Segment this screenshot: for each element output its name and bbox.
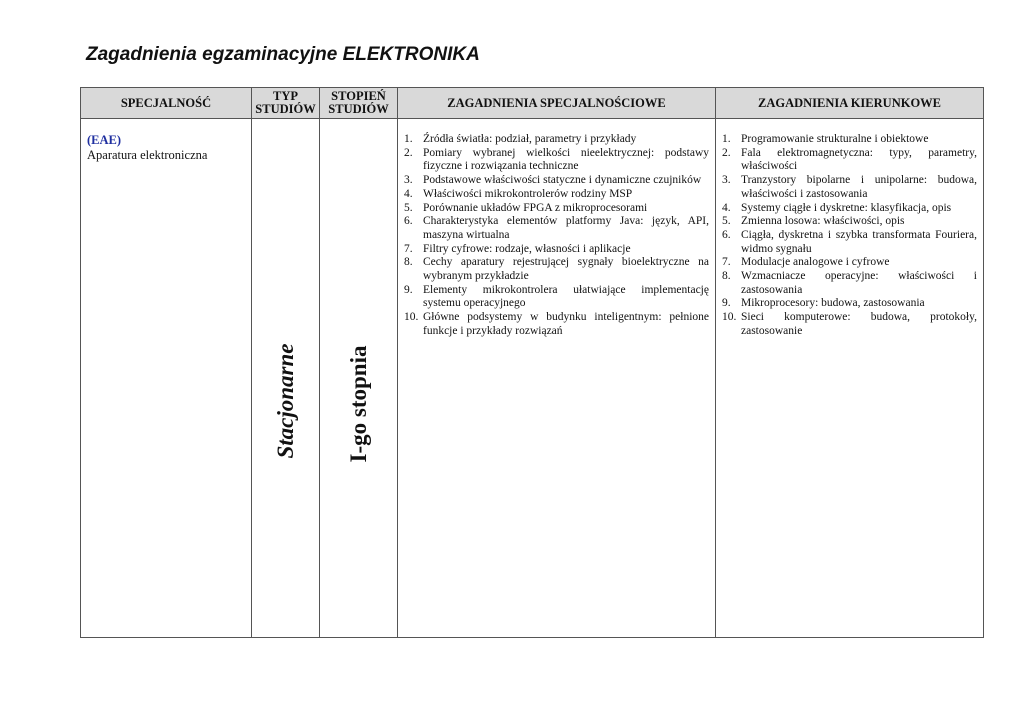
list-item-number: 2. [404, 146, 413, 159]
list-item-text: Sieci komputerowe: budowa, protokoły, zastosowanie [741, 311, 977, 337]
list-item [722, 270, 977, 297]
list-item-text: Fala elektromagnetyczna: typy, parametry, właściwości [741, 146, 977, 173]
list-item [722, 133, 977, 147]
specjalnosc-name: Aparatura elektroniczna [87, 148, 208, 162]
list-item [722, 311, 977, 338]
list-item-text: Źródła światła: podział, parametry i przykłady [423, 133, 637, 145]
list-item-number: 4. [722, 201, 731, 214]
list-item-text: Mikroprocesory: budowa, zastosowania [741, 297, 925, 310]
list-item-number: 3. [722, 174, 731, 187]
list-item-text: Zmienna losowa: właściwości, opis [741, 215, 905, 228]
list-item-text: Podstawowe właściwości statyczne i dynamiczne czujników [423, 174, 702, 187]
list-item-text: Porównanie układów FPGA z mikroprocesorami [423, 201, 648, 214]
specjalnosc-code: (EAE) [87, 133, 122, 147]
header-specjalnosc: SPECJALNOŚĆ [81, 88, 252, 119]
list-item [722, 202, 977, 216]
zagadnienia-kierunkowe-cell [716, 119, 984, 638]
list-item [722, 229, 977, 256]
list-item [404, 174, 709, 188]
list-item-number: 4. [404, 187, 413, 200]
list-item [722, 297, 977, 311]
specjalnosciowe-list [398, 119, 715, 339]
list-item [404, 215, 709, 242]
zagadnienia-specjalnosciowe-cell [398, 119, 716, 638]
specjalnosc-cell [81, 119, 252, 638]
list-item-text: Cechy aparatury rejestrującej sygnały bioelektryczne na wybranym przykładzie [423, 256, 709, 283]
table-header-row [81, 88, 984, 119]
list-item [404, 147, 709, 174]
table-row [81, 119, 984, 638]
page-title: Zagadnienia egzaminacyjne ELEKTRONIKA [86, 44, 480, 65]
list-item-number: 3. [404, 174, 413, 187]
list-item-number: 8. [722, 270, 731, 283]
list-item-number: 7. [722, 256, 731, 269]
list-item [722, 215, 977, 229]
header-zagadnienia-specjalnosciowe: ZAGADNIENIA SPECJALNOŚCIOWE [398, 88, 716, 119]
stopien-studiow-cell [320, 119, 398, 638]
list-item [722, 147, 977, 174]
list-item [404, 256, 709, 283]
list-item-number: 5. [722, 215, 731, 228]
list-item [404, 243, 709, 257]
list-item-text: Charakterystyka elementów platformy Java: język, API, maszyna wirtualna [423, 215, 709, 241]
list-item-number: 9. [722, 297, 731, 310]
list-item [404, 133, 709, 147]
typ-studiow-cell [252, 119, 320, 638]
header-zagadnienia-kierunkowe: ZAGADNIENIA KIERUNKOWE [716, 88, 984, 119]
list-item-text: Tranzystory bipolarne i unipolarne: budowa, właściwości i zastosowania [741, 174, 977, 200]
exam-topics-table [80, 87, 984, 638]
header-stopien-studiow: STOPIEŃ STUDIÓW [320, 88, 398, 119]
list-item-number: 1. [404, 133, 413, 145]
list-item [404, 188, 709, 202]
list-item-number: 10. [722, 311, 737, 324]
list-item-text: Filtry cyfrowe: rodzaje, własności i aplikacje [423, 242, 631, 255]
list-item-text: Wzmacniacze operacyjne: właściwości i zastosowania [741, 270, 977, 296]
list-item-number: 9. [404, 283, 413, 296]
header-typ-studiow: TYP STUDIÓW [252, 88, 320, 119]
list-item-number: 10. [404, 311, 419, 324]
list-item-number: 7. [404, 242, 413, 255]
list-item [722, 174, 977, 201]
list-item-number: 8. [404, 256, 413, 269]
list-item-text: Pomiary wybranej wielkości nieelektrycznej: podstawy fizyczne i rozwiązania techniczne [423, 146, 709, 173]
list-item-text: Główne podsystemy w budynku inteligentnym: pełnione funkcje i przykłady rozwiązań [423, 311, 709, 337]
list-item-number: 5. [404, 201, 413, 214]
list-item-text: Programowanie strukturalne i obiektowe [741, 133, 929, 145]
stopien-studiow-value: I-go stopnia [345, 345, 371, 463]
list-item [404, 202, 709, 216]
list-item-text: Ciągła, dyskretna i szybka transformata Fouriera, widmo sygnału [741, 228, 977, 255]
list-item-text: Właściwości mikrokontrolerów rodziny MSP [423, 187, 633, 200]
typ-studiow-value: Stacjonarne [272, 343, 298, 459]
list-item [404, 284, 709, 311]
list-item-text: Modulacje analogowe i cyfrowe [741, 256, 890, 269]
list-item-number: 1. [722, 133, 731, 145]
list-item-number: 2. [722, 146, 731, 159]
list-item [404, 311, 709, 338]
kierunkowe-list [716, 119, 983, 339]
list-item-number: 6. [404, 215, 413, 228]
list-item [722, 256, 977, 270]
list-item-text: Elementy mikrokontrolera ułatwiające implementację systemu operacyjnego [423, 283, 709, 310]
list-item-text: Systemy ciągłe i dyskretne: klasyfikacja, opis [741, 201, 952, 214]
list-item-number: 6. [722, 228, 731, 241]
